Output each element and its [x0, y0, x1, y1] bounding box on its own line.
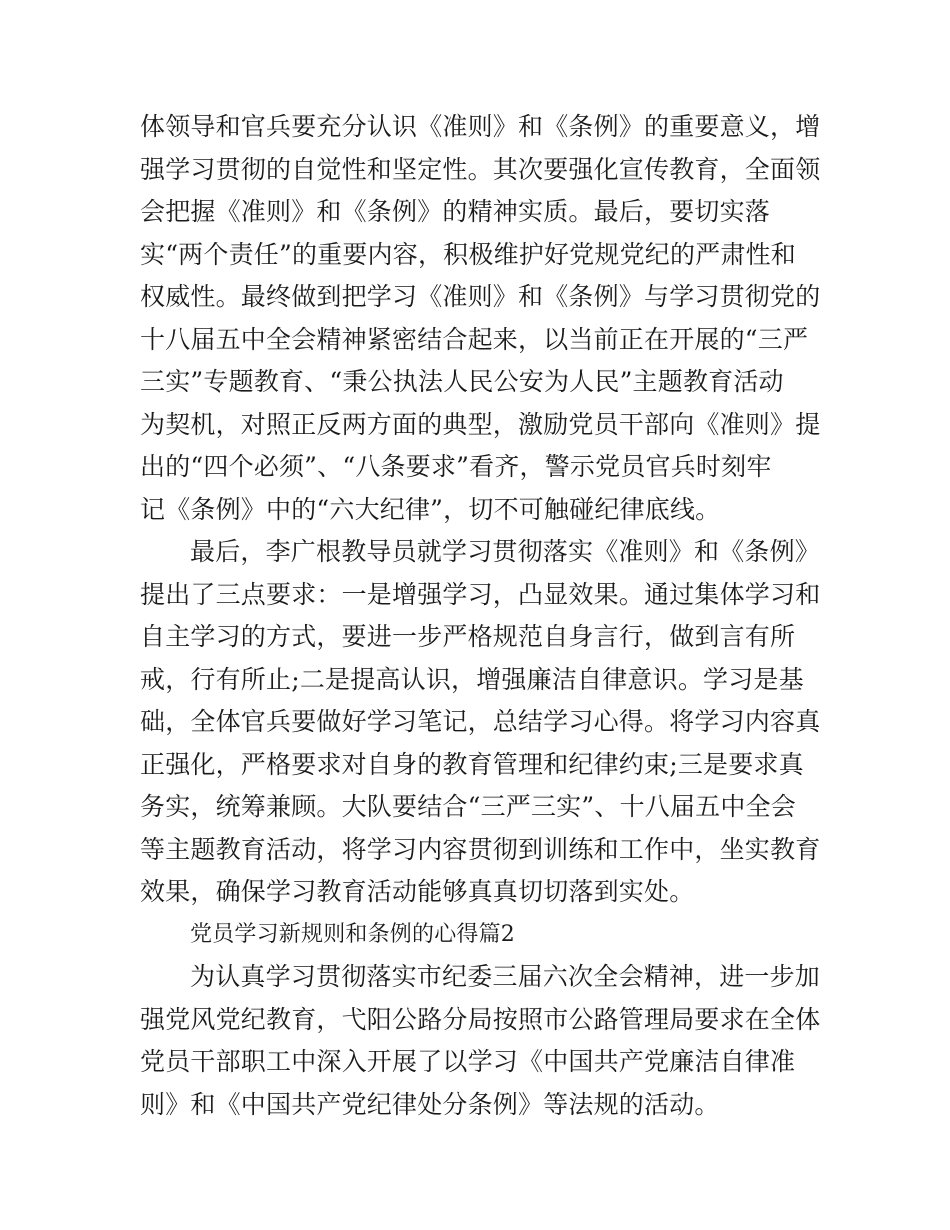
text-line: 强党风党纪教育，弋阳公路分局按照市公路管理局要求在全体 — [140, 1004, 821, 1034]
section-heading: 党员学习新规则和条例的心得篇2 — [190, 921, 515, 947]
text-line: 权威性。最终做到把学习《准则》和《条例》与学习贯彻党的 — [140, 282, 821, 311]
text-line: 会把握《准则》和《条例》的精神实质。最后，要切实落 — [140, 197, 771, 226]
paragraph-start-line: 为认真学习贯彻落实市纪委三届六次全会精神，进一步加 — [190, 962, 821, 991]
text-line: 础，全体官兵要做好学习笔记，总结学习心得。将学习内容真 — [140, 707, 821, 736]
text-line: 党员干部职工中深入开展了以学习《中国共产党廉洁自律准 — [140, 1047, 796, 1076]
document-body — [140, 106, 820, 1126]
text-line: 出的“四个必须”、“八条要求”看齐，警示党员官兵时刻牢 — [140, 452, 772, 481]
text-line: 三实”专题教育、“秉公执法人民公安为人民”主题教育活动 — [140, 367, 784, 396]
paragraph-start-line: 最后，李广根教导员就学习贯彻落实《准则》和《条例》 — [190, 537, 821, 566]
text-line: 戒，行有所止;二是提高认识，增强廉洁自律意识。学习是基 — [140, 664, 804, 694]
text-line: 为契机，对照正反两方面的典型，激励党员干部向《准则》提 — [140, 409, 821, 439]
text-line: 效果，确保学习教育活动能够真真切切落到实处。 — [140, 877, 695, 906]
text-line: 正强化，严格要求对自身的教育管理和纪律约束;三是要求真 — [140, 749, 804, 779]
text-line: 则》和《中国共产党纪律处分条例》等法规的活动。 — [140, 1089, 720, 1119]
text-line: 强学习贯彻的自觉性和坚定性。其次要强化宣传教育，全面领 — [140, 154, 821, 184]
text-line: 提出了三点要求：一是增强学习，凸显效果。通过集体学习和 — [140, 579, 821, 609]
text-line: 记《条例》中的“六大纪律”，切不可触碰纪律底线。 — [140, 494, 721, 524]
text-line: 实“两个责任”的重要内容，积极维护好党规党纪的严肃性和 — [140, 239, 796, 269]
text-line: 自主学习的方式，要进一步严格规范自身言行，做到言有所 — [140, 622, 796, 651]
text-line: 等主题教育活动，将学习内容贯彻到训练和工作中，坐实教育 — [140, 834, 821, 864]
text-line: 务实，统筹兼顾。大队要结合“三严三实”、十八届五中全会 — [140, 792, 796, 821]
text-line: 体领导和官兵要充分认识《准则》和《条例》的重要意义，增 — [140, 112, 821, 141]
text-line: 十八届五中全会精神紧密结合起来，以当前正在开展的“三严 — [140, 324, 809, 354]
